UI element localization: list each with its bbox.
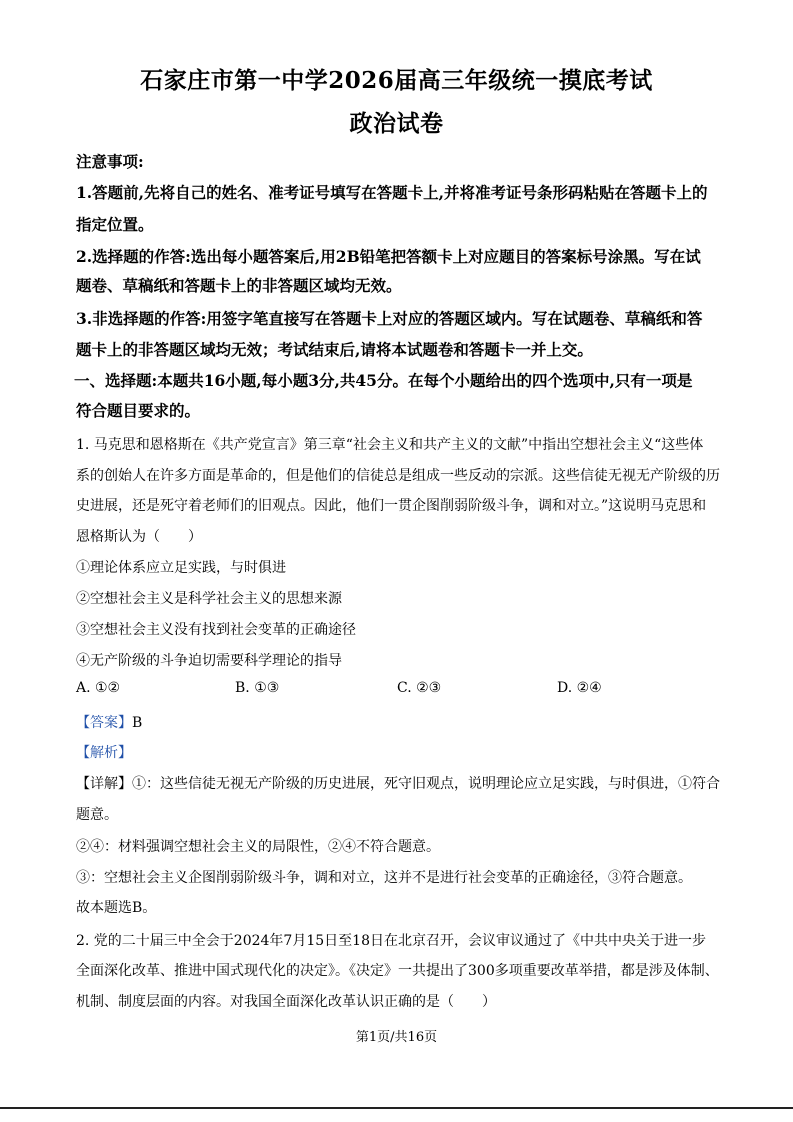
notice-item-2-line-1: 2.选择题的作答:选出每小题答案后,用2B铅笔把答额卡上对应题目的答案标号涂黑。写在试 xyxy=(76,247,701,266)
q1-option-d: D. ②④ xyxy=(557,680,602,696)
q1-detail-line-5: 故本题选B。 xyxy=(76,900,157,916)
exam-title: 石家庄市第一中学2026届高三年级统一摸底考试 xyxy=(140,67,653,94)
q1-detail-line-4: ③：空想社会主义企图削弱阶级斗争，调和对立，这并不是进行社会变革的正确途径，③符合题意。 xyxy=(76,870,692,886)
q1-stem-line-1: 1. 马克思和恩格斯在《共产党宣言》第三章“社会主义和共产主义的文献”中指出空想社会主义“这些体 xyxy=(76,437,704,453)
notice-item-2-line-2: 题卷、草稿纸和答题卡上的非答题区域均无效。 xyxy=(76,276,402,295)
q1-statement-3: ③空想社会主义没有找到社会变革的正确途径 xyxy=(76,622,356,638)
answer-value: B xyxy=(132,715,143,731)
notice-item-1-line-2: 指定位置。 xyxy=(76,215,154,234)
q1-statement-1: ①理论体系应立足实践，与时俱进 xyxy=(76,560,286,576)
q1-statement-2: ②空想社会主义是科学社会主义的思想来源 xyxy=(76,591,342,607)
q1-statement-4: ④无产阶级的斗争迫切需要科学理论的指导 xyxy=(76,653,342,669)
section-heading-line-2: 符合题目要求的。 xyxy=(76,401,201,420)
page-footer: 第1页/共16页 xyxy=(355,1030,438,1045)
notice-heading: 注意事项: xyxy=(76,152,144,171)
q1-option-b: B. ①③ xyxy=(235,680,280,696)
notice-item-1-line-1: 1.答题前,先将自己的姓名、准考证号填写在答题卡上,并将准考证号条形码粘贴在答题卡上的 xyxy=(76,183,708,202)
q1-analysis-label: 【解析】 xyxy=(76,745,132,761)
q1-option-a: A. ①② xyxy=(76,680,121,696)
q2-stem-line-1: 2. 党的二十届三中全会于2024年7月15日至18日在北京召开，会议审议通过了《中共中央关于进一步 xyxy=(76,933,706,949)
q1-stem-line-3: 史进展，还是死守着老师们的旧观点。因此，他们一贯企图削弱阶级斗争，调和对立。”这说明马克思和 xyxy=(76,498,707,514)
q2-stem-line-2: 全面深化改革、推进中国式现代化的决定》。《决定》一共提出了300多项重要改革举措，都是涉及体制、 xyxy=(76,963,719,979)
q1-option-c: C. ②③ xyxy=(397,680,442,696)
section-heading-line-1: 一、选择题:本题共16小题,每小题3分,共45分。在每个小题给出的四个选项中,只有一项是 xyxy=(74,371,693,390)
q1-stem-line-2: 系的创始人在许多方面是革命的，但是他们的信徒总是组成一些反动的宗派。这些信徒无视无产阶级的历 xyxy=(76,468,720,484)
q1-stem-line-4: 恩格斯认为（ ） xyxy=(76,529,202,545)
q1-detail-line-1: 【详解】①：这些信徒无视无产阶级的历史进展，死守旧观点，说明理论应立足实践，与时俱进，①符合 xyxy=(76,776,720,792)
exam-subtitle: 政治试卷 xyxy=(349,110,444,137)
answer-label: 【答案】 xyxy=(76,715,132,731)
q1-detail-line-3: ②④：材料强调空想社会主义的局限性，②④不符合题意。 xyxy=(76,839,440,855)
q1-answer xyxy=(76,712,142,732)
notice-item-3-line-1: 3.非选择题的作答:用签字笔直接写在答题卡上对应的答题区域内。写在试题卷、草稿纸和答 xyxy=(76,309,703,328)
q1-detail-line-2: 题意。 xyxy=(76,807,118,823)
bottom-divider xyxy=(0,1107,793,1109)
notice-item-3-line-2: 题卡上的非答题区域均无效；考试结束后,请将本试题卷和答题卡一并上交。 xyxy=(76,340,593,359)
q2-stem-line-3: 机制、制度层面的内容。对我国全面深化改革认识正确的是（ ） xyxy=(76,994,496,1010)
